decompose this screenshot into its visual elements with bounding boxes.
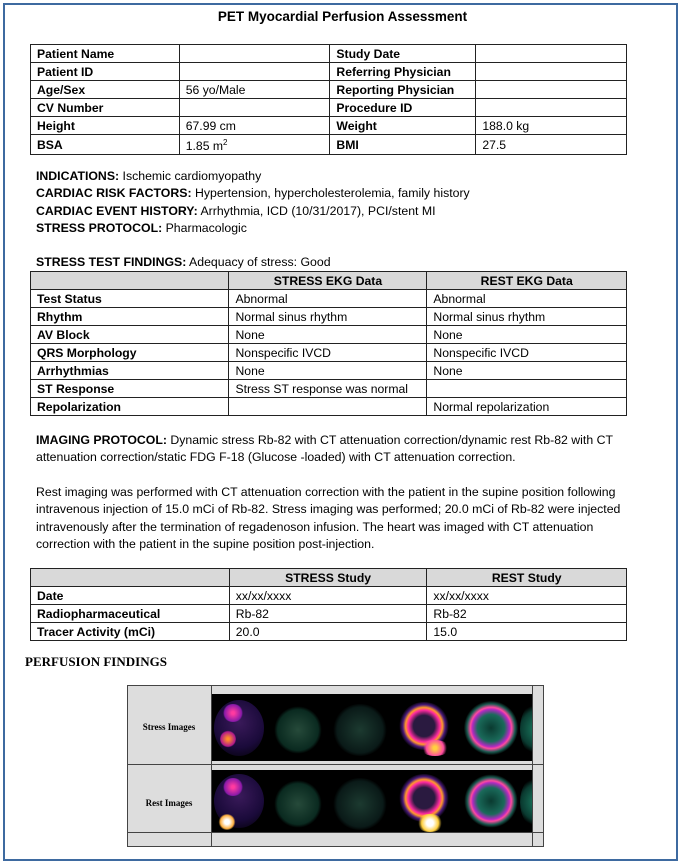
ekg-row-rest: Abnormal (427, 290, 627, 308)
patient-row (31, 135, 627, 155)
ekg-row-stress: Stress ST response was normal (229, 380, 427, 398)
ekg-row-rest (427, 380, 627, 398)
ekg-row-name: AV Block (31, 326, 229, 344)
stress-protocol-line: STRESS PROTOCOL: Pharmacologic (36, 221, 247, 236)
study-row-stress: Rb-82 (229, 605, 427, 623)
ekg-row-stress: Nonspecific IVCD (229, 344, 427, 362)
study-row-name: Tracer Activity (mCi) (31, 623, 230, 641)
patient-field-value: 1.85 $m^2$ (179, 135, 330, 155)
patient-field-value (476, 45, 627, 63)
ekg-row-rest: None (427, 362, 627, 380)
study-row-stress: xx/xx/xxxx (229, 587, 427, 605)
patient-field-label: BMI (330, 135, 476, 155)
ekg-header-stress: STRESS EKG Data (229, 272, 427, 290)
stress-images-strip (212, 694, 532, 761)
rest-images-strip (212, 770, 532, 832)
ekg-row-stress: Normal sinus rhythm (229, 308, 427, 326)
study-row-name: Radiopharmaceutical (31, 605, 230, 623)
perfusion-images-panel (127, 685, 544, 847)
patient-field-value (476, 63, 627, 81)
patient-field-label: Study Date (330, 45, 476, 63)
ekg-row (31, 308, 627, 326)
patient-field-label: Procedure ID (330, 99, 476, 117)
event-history-line: CARDIAC EVENT HISTORY: Arrhythmia, ICD (10/31/2017), PCI/stent MI (36, 203, 436, 218)
study-row-rest: 15.0 (427, 623, 627, 641)
ekg-header-rest: REST EKG Data (427, 272, 627, 290)
patient-field-label: Referring Physician (330, 63, 476, 81)
history-section (36, 168, 470, 238)
patient-row (31, 99, 627, 117)
ekg-row (31, 326, 627, 344)
ekg-row (31, 398, 627, 416)
patient-field-label: Weight (330, 117, 476, 135)
ekg-row-rest: None (427, 326, 627, 344)
stress-findings-heading: STRESS TEST FINDINGS: Adequacy of stress: Good (36, 255, 331, 269)
patient-field-label: Reporting Physician (330, 81, 476, 99)
ekg-row-rest: Normal sinus rhythm (427, 308, 627, 326)
patient-info-table (30, 44, 627, 155)
ekg-row-stress: None (229, 362, 427, 380)
patient-row (31, 45, 627, 63)
patient-field-value (179, 63, 330, 81)
imaging-protocol: IMAGING PROTOCOL: Dynamic stress Rb-82 with CT attenuation correction/dynamic rest Rb-82 with CT attenuation correction/static FDG F-18 (Glucose -loaded) with CT attenuation correction. (36, 433, 613, 465)
patient-field-value: 56 yo/Male (179, 81, 330, 99)
ekg-row-name: Arrhythmias (31, 362, 229, 380)
rest-images-label: Rest Images (145, 798, 193, 808)
ekg-row (31, 344, 627, 362)
study-row-name: Date (31, 587, 230, 605)
patient-field-label: Height (31, 117, 180, 135)
ekg-row-rest: Normal repolarization (427, 398, 627, 416)
ekg-row-name: Test Status (31, 290, 229, 308)
patient-row (31, 117, 627, 135)
ekg-row (31, 362, 627, 380)
ekg-header-blank (31, 272, 229, 290)
ekg-row-name: Repolarization (31, 398, 229, 416)
patient-field-value (179, 99, 330, 117)
patient-field-value (476, 81, 627, 99)
patient-field-label: Patient Name (31, 45, 180, 63)
ekg-row (31, 380, 627, 398)
indications-line: INDICATIONS: Ischemic cardiomyopathy (36, 169, 262, 183)
page-title: PET Myocardial Perfusion Assessment (217, 9, 468, 24)
study-row-rest: Rb-82 (427, 605, 627, 623)
study-row (31, 623, 627, 641)
patient-field-label: BSA (31, 135, 180, 155)
risk-factors-line: CARDIAC RISK FACTORS: Hypertension, hypercholesterolemia, family history (36, 186, 470, 201)
bsa-unit-superscript: 2 (223, 138, 228, 147)
patient-field-label: CV Number (31, 99, 180, 117)
study-row-stress: 20.0 (229, 623, 427, 641)
ekg-row-stress: Abnormal (229, 290, 427, 308)
ekg-row-rest: Nonspecific IVCD (427, 344, 627, 362)
study-header-blank (31, 569, 230, 587)
patient-field-value: 67.99 cm (179, 117, 330, 135)
ekg-table (30, 271, 627, 416)
patient-field-value (476, 99, 627, 117)
study-table (30, 568, 627, 641)
study-header-stress: STRESS Study (229, 569, 427, 587)
ekg-row-name: QRS Morphology (31, 344, 229, 362)
patient-field-label: Age/Sex (31, 81, 180, 99)
stress-images-label: Stress Images (142, 722, 196, 732)
study-row (31, 587, 627, 605)
ekg-row-name: ST Response (31, 380, 229, 398)
patient-field-value: 27.5 (476, 135, 627, 155)
ekg-row-stress (229, 398, 427, 416)
patient-field-value (179, 45, 330, 63)
study-row (31, 605, 627, 623)
patient-field-label: Patient ID (31, 63, 180, 81)
patient-row (31, 81, 627, 99)
study-header-rest: REST Study (427, 569, 627, 587)
imaging-paragraph: Rest imaging was performed with CT attenuation correction with the patient in the supine position following intravenous injection of 15.0 mCi of Rb-82. Stress imaging was performed; 20.0 mCi of Rb-82 were injected intravenously after the termination of regadenoson infusion. The heart was imaged with CT attenuation correction with the patient in the supine position post-injection. (36, 485, 621, 552)
study-row-rest: xx/xx/xxxx (427, 587, 627, 605)
patient-row (31, 63, 627, 81)
ekg-row-name: Rhythm (31, 308, 229, 326)
ekg-row (31, 290, 627, 308)
perfusion-findings-title: PERFUSION FINDINGS (25, 654, 167, 669)
patient-field-value: 188.0 kg (476, 117, 627, 135)
ekg-row-stress: None (229, 326, 427, 344)
